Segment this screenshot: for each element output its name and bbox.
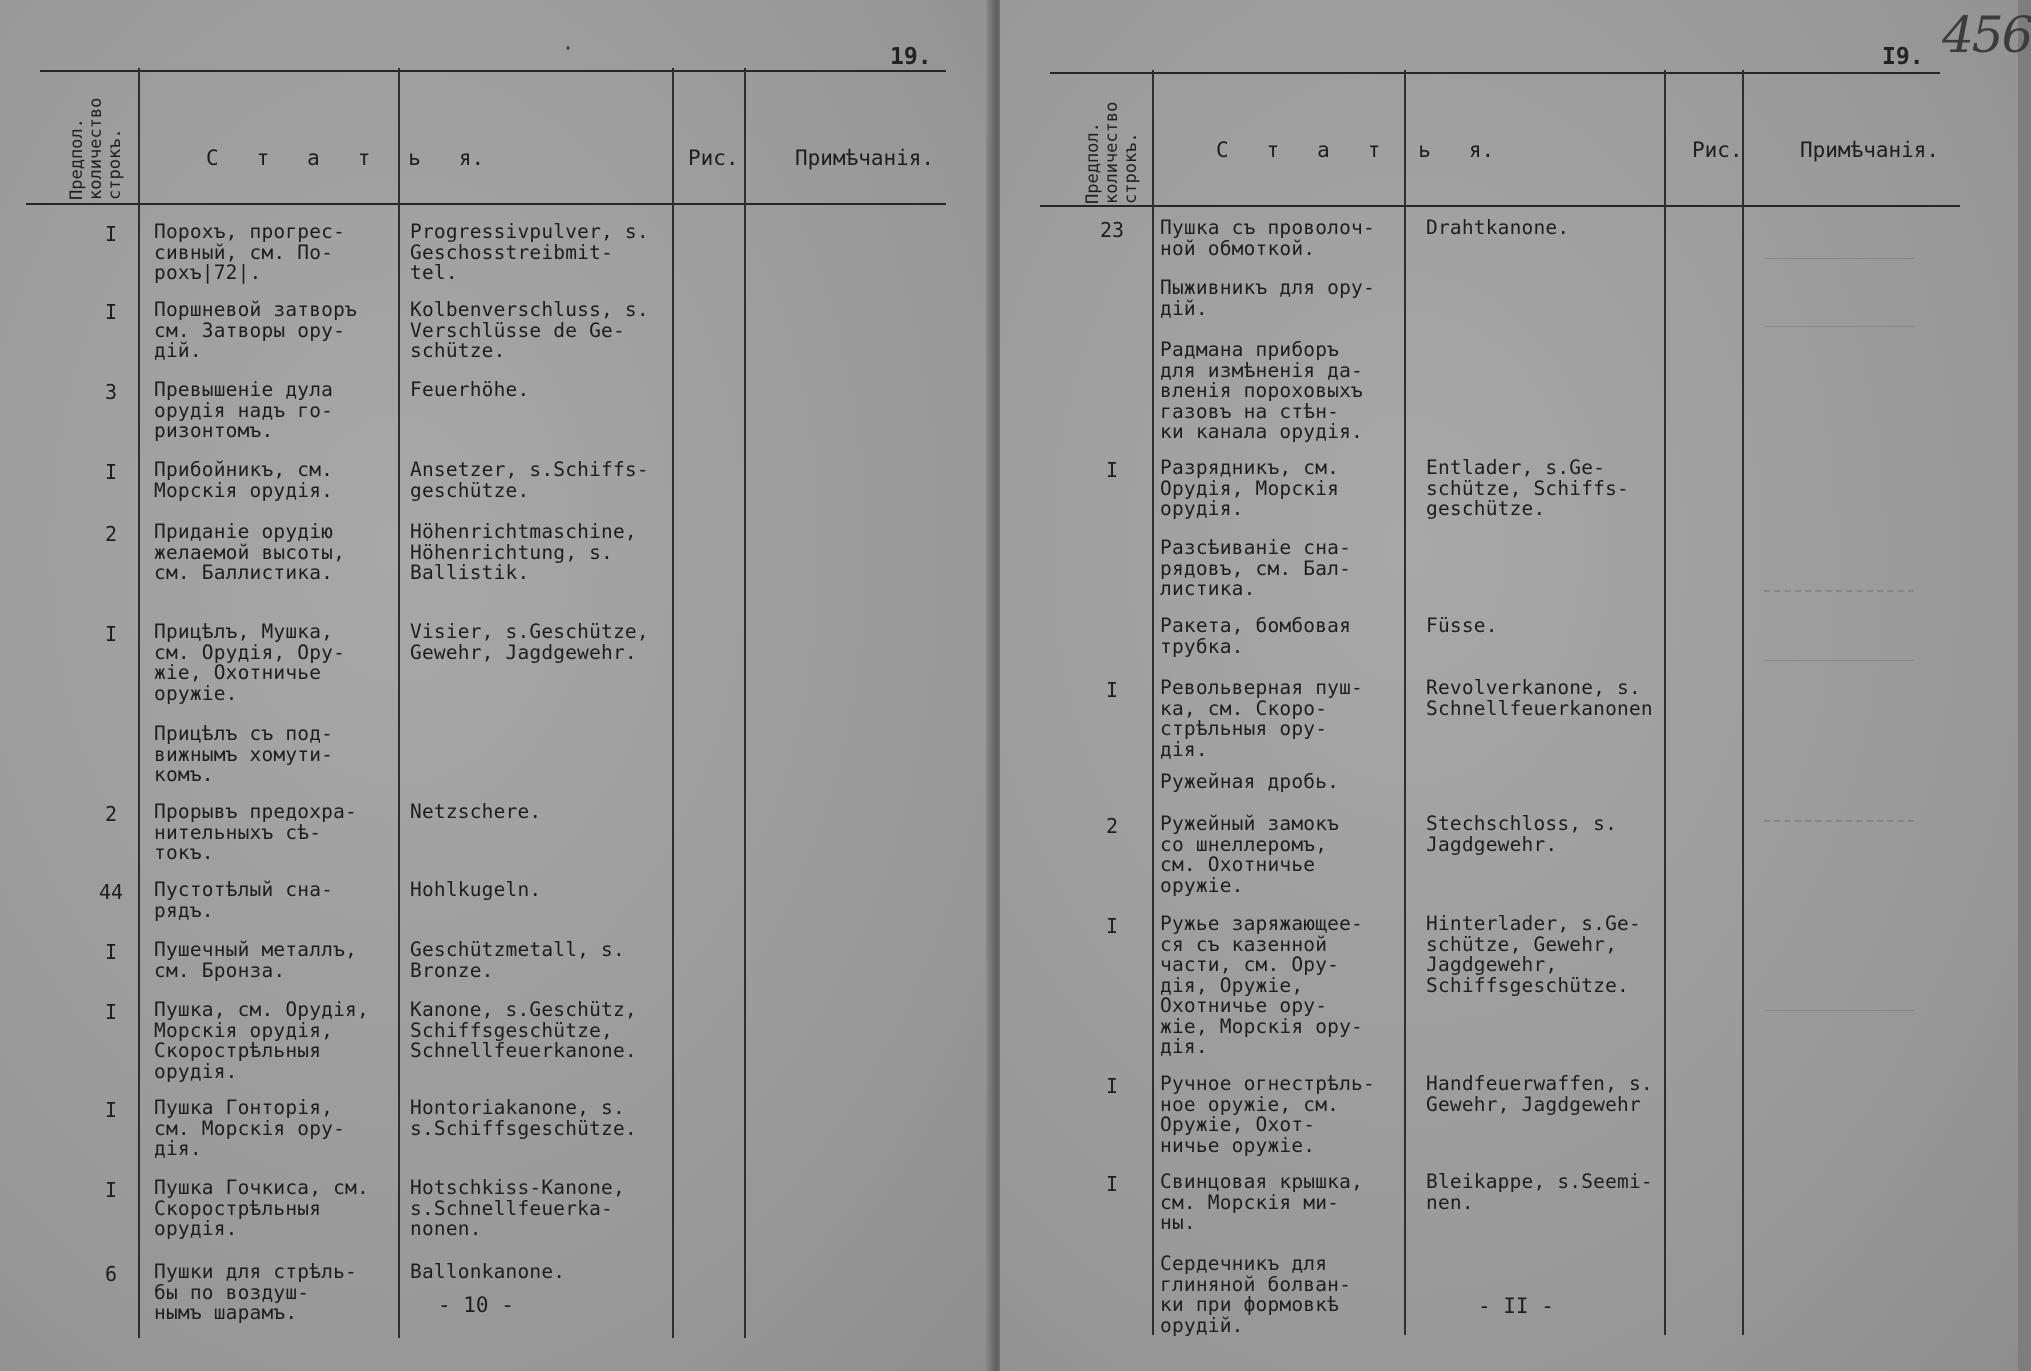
entry-term-german: Hotschkiss-Kanone, s.Schnellfeuerka- nonen. <box>410 1176 625 1240</box>
header-top-rule <box>1050 72 1940 74</box>
entry-term-russian: Пушечный металлъ, см. Бронза. <box>154 938 357 982</box>
right-footer-page-number: - II - <box>1478 1294 1554 1318</box>
entry-line-count: I <box>104 940 118 964</box>
entry-term-german: Ansetzer, s.Schiffs- geschütze. <box>410 458 649 502</box>
entry-term-russian: Пушка съ проволоч- ной обмоткой. <box>1160 216 1375 260</box>
entry-line-count: I <box>104 460 118 484</box>
entry-line-count: 23 <box>1099 218 1125 242</box>
entry-term-german: Ballonkanone. <box>410 1260 566 1283</box>
entry-term-german: Progressivpulver, s. Geschosstreibmit- tel. <box>410 220 649 284</box>
entry-term-russian: Порохъ, прогрес- сивный, см. По- рохъ|72|. <box>154 220 346 284</box>
column-divider <box>1664 70 1666 1335</box>
entry-line-count: I <box>1105 458 1119 482</box>
bleed-through-trace <box>1764 326 1914 327</box>
entry-term-russian: Револьверная пуш- ка, см. Скоро- стрѣльныя ору- дія. <box>1160 676 1363 761</box>
figure-column-header: Рис. <box>688 146 739 170</box>
entry-term-german: Höhenrichtmaschine, Höhenrichtung, s. Ballistik. <box>410 520 637 584</box>
entry-term-german: Drahtkanone. <box>1426 216 1570 239</box>
entry-term-russian: Превышеніе дула орудія надъ го- ризонтомъ. <box>154 378 334 442</box>
entry-term-german: Feuerhöhe. <box>410 378 530 401</box>
entry-line-count: I <box>104 1098 118 1122</box>
entry-term-russian: Сердечникъ для глиняной болван- ки при формовкѣ орудій. <box>1160 1252 1352 1337</box>
column-divider <box>744 68 746 1338</box>
count-column-header: Предпол. количество строкъ. <box>1083 101 1141 204</box>
entry-term-russian: Ружейная дробь. <box>1160 770 1340 793</box>
entry-term-german: Bleikappe, s.Seemi- nen. <box>1426 1170 1653 1214</box>
entry-line-count: I <box>104 222 118 246</box>
column-divider <box>1742 70 1744 1335</box>
notes-column-header: Примѣчанія. <box>795 146 935 170</box>
entry-term-russian: Пыживникъ для ору- дій. <box>1160 276 1375 320</box>
entry-term-russian: Ручное огнестрѣль- ное оружіе, см. Оружіе, Охот- ничье оружіе. <box>1160 1072 1375 1157</box>
entry-line-count: I <box>1105 914 1119 938</box>
entry-term-russian: Пушки для стрѣль- бы по воздуш- нымъ шарамъ. <box>154 1260 357 1324</box>
entry-line-count: 2 <box>104 802 118 826</box>
entry-term-russian: Ружье заряжающее- ся съ казенной части, см. Ору- дія, Оружіе, Охотничье ору- жіе, Морскія ору- дія. <box>1160 912 1363 1058</box>
entry-term-russian: Радмана приборъ для измѣненія да- вленія пороховыхъ газовъ на стѣн- ки канала орудія. <box>1160 338 1363 443</box>
right-page-number: I9. <box>1882 44 1924 70</box>
article-column-header: С т а т ь я. <box>206 146 485 170</box>
entry-line-count: I <box>104 300 118 324</box>
entry-line-count: I <box>104 622 118 646</box>
bleed-through-trace <box>1764 660 1914 661</box>
left-page <box>0 0 996 1371</box>
column-divider <box>672 68 674 1338</box>
entry-term-russian: Ракета, бомбовая трубка. <box>1160 614 1352 658</box>
entry-line-count: 2 <box>1105 814 1119 838</box>
entry-term-german: Geschützmetall, s. Bronze. <box>410 938 625 982</box>
header-top-rule <box>40 70 946 72</box>
header-bottom-rule <box>26 203 946 205</box>
entry-term-german: Hinterlader, s.Ge- schütze, Gewehr, Jagdgewehr, Schiffsgeschütze. <box>1426 912 1641 997</box>
entry-term-german: Stechschloss, s. Jagdgewehr. <box>1426 812 1618 856</box>
entry-line-count: I <box>1105 1172 1119 1196</box>
left-footer-page-number: - 10 - <box>438 1293 514 1317</box>
count-column-header: Предпол. количество строкъ. <box>67 97 125 200</box>
article-column-header: С т а т ь я. <box>1216 138 1495 162</box>
entry-term-russian: Поршневой затворъ см. Затворы ору- дій. <box>154 298 357 362</box>
entry-term-russian: Пустотѣлый сна- рядъ. <box>154 878 334 922</box>
right-page <box>1000 0 2031 1371</box>
entry-term-german: Hohlkugeln. <box>410 878 542 901</box>
entry-term-german: Kolbenverschluss, s. Verschlüsse de Ge- schütze. <box>410 298 649 362</box>
entry-term-russian: Прибойникъ, см. Морскія орудія. <box>154 458 334 502</box>
entry-term-russian: Прицѣлъ, Мушка, см. Орудія, Ору- жіе, Охотничье оружіе. <box>154 620 346 705</box>
entry-term-russian: Пушка Гонторія, см. Морскія ору- дія. <box>154 1096 346 1160</box>
ink-speck: · <box>562 36 575 60</box>
notes-column-header: Примѣчанія. <box>1800 138 1940 162</box>
column-divider <box>138 68 140 1338</box>
entry-term-german: Revolverkanone, s. Schnellfeuerkanonen <box>1426 676 1653 720</box>
entry-term-german: Netzschere. <box>410 800 542 823</box>
entry-term-russian: Ружейный замокъ со шнеллеромъ, см. Охотничье оружіе. <box>1160 812 1340 897</box>
entry-term-german: Kanone, s.Geschütz, Schiffsgeschütze, Schnellfeuerkanone. <box>410 998 637 1062</box>
entry-line-count: 44 <box>98 880 124 904</box>
bleed-through-trace <box>1764 258 1914 259</box>
bleed-through-trace <box>1764 590 1914 592</box>
entry-term-german: Füsse. <box>1426 614 1498 637</box>
column-divider <box>398 68 400 1338</box>
header-bottom-rule <box>1040 205 1960 207</box>
figure-column-header: Рис. <box>1692 138 1743 162</box>
left-page-number: 19. <box>890 44 932 70</box>
entry-term-russian: Приданіе орудію желаемой высоты, см. Баллистика. <box>154 520 346 584</box>
entry-term-russian: Разрядникъ, см. Орудія, Морскія орудія. <box>1160 456 1340 520</box>
entry-term-russian: Свинцовая крышка, см. Морскія ми- ны. <box>1160 1170 1363 1234</box>
entry-term-german: Hontoriakanone, s. s.Schiffsgeschütze. <box>410 1096 637 1140</box>
archive-folio-number: 456 <box>1942 6 2031 64</box>
entry-line-count: 3 <box>104 380 118 404</box>
entry-term-russian: Пушка Гочкиса, см. Скорострѣльныя орудія. <box>154 1176 369 1240</box>
entry-line-count: I <box>1105 678 1119 702</box>
entry-line-count: I <box>1105 1074 1119 1098</box>
bleed-through-trace <box>1764 820 1914 822</box>
entry-line-count: I <box>104 1000 118 1024</box>
entry-term-russian: Прорывъ предохра- нительныхъ сѣ- токъ. <box>154 800 357 864</box>
entry-term-russian: Прицѣлъ съ под- вижнымъ хомути- комъ. <box>154 722 334 786</box>
column-divider <box>1404 70 1406 1335</box>
entry-term-german: Visier, s.Geschütze, Gewehr, Jagdgewehr. <box>410 620 649 664</box>
bleed-through-trace <box>1764 1010 1914 1011</box>
entry-line-count: I <box>104 1178 118 1202</box>
entry-term-german: Entlader, s.Ge- schütze, Schiffs- geschütze. <box>1426 456 1629 520</box>
entry-term-german: Handfeuerwaffen, s. Gewehr, Jagdgewehr <box>1426 1072 1653 1116</box>
entry-line-count: 6 <box>104 1262 118 1286</box>
entry-term-russian: Пушка, см. Орудія, Морскія орудія, Скорострѣльныя орудія. <box>154 998 369 1083</box>
column-divider <box>1152 70 1154 1335</box>
entry-term-russian: Разсѣиваніе сна- рядовъ, см. Бал- листика. <box>1160 536 1352 600</box>
entry-line-count: 2 <box>104 522 118 546</box>
